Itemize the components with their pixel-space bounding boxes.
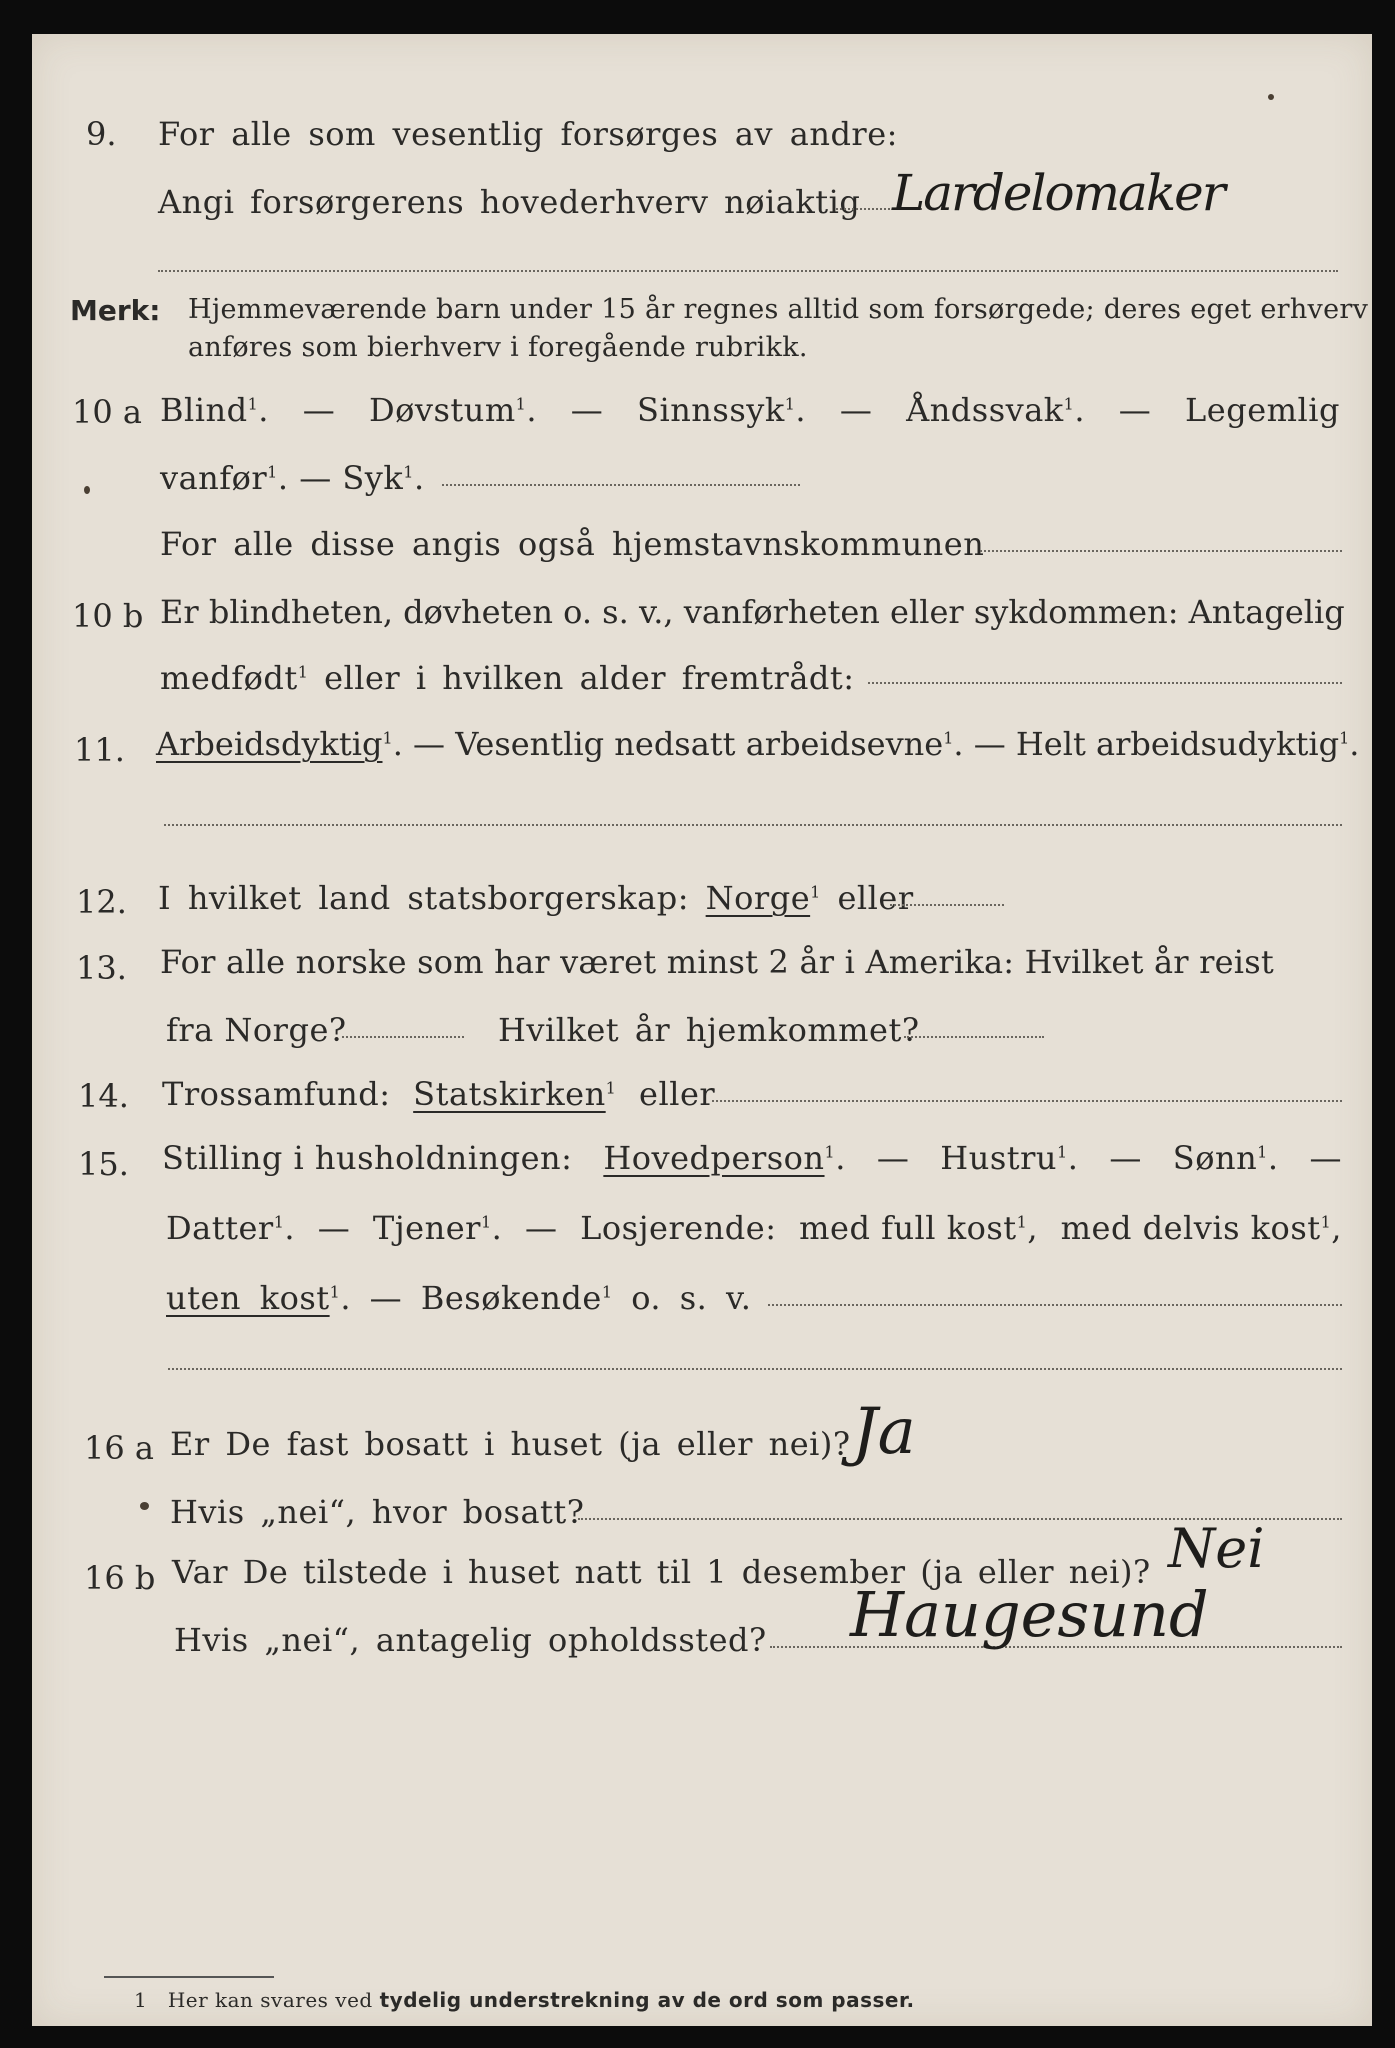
paper-speck: [1268, 94, 1274, 100]
option-nedsatt: Vesentlig nedsatt arbeidsevne: [455, 725, 944, 763]
answer-line: [442, 484, 800, 486]
note-text: anføres som bierhverv i foregående rubrikk.: [188, 332, 808, 363]
option-arbeidsdyktig-selected: Arbeidsdyktig: [156, 725, 383, 763]
answer-line: [768, 1304, 1342, 1306]
note-label: Merk:: [70, 294, 161, 327]
option-syk: Syk: [342, 459, 404, 497]
paper-speck: [140, 1502, 149, 1510]
question-text: vanfør$^1$. — Syk$^1$.: [160, 459, 425, 497]
option-tjener: Tjener$^1$.: [372, 1209, 503, 1247]
answer-line: [980, 550, 1342, 552]
question-text: For alle disse angis også hjemstavnskommunen: [160, 525, 985, 563]
question-text: Stilling i husholdningen: Hovedperson$^1$. — Hustru$^1$. — Sønn$^1$. —: [162, 1139, 1342, 1177]
question-number: 14.: [78, 1077, 129, 1115]
question-text: medfødt$^1$ eller i hvilken alder fremtrådt:: [160, 659, 855, 697]
question-text: For alle som vesentlig forsørges av andre:: [158, 115, 898, 153]
question-number: 12.: [76, 883, 127, 921]
handwritten-answer: Lardelomaker: [892, 164, 1224, 222]
option-statskirken-selected: Statskirken: [413, 1075, 606, 1113]
question-text: Trossamfund: Statskirken$^1$ eller: [162, 1075, 716, 1113]
question-number: 15.: [78, 1145, 129, 1183]
option-dovstum: Døvstum$^1$.: [368, 391, 538, 429]
question-text: uten kost$^1$. — Besøkende$^1$ o. s. v.: [166, 1279, 752, 1317]
answer-line: [168, 1368, 1342, 1370]
answer-line: [904, 1036, 1044, 1038]
question-text: Er De fast bosatt i huset (ja eller nei)?: [170, 1425, 851, 1463]
answer-line: [868, 682, 1342, 684]
paper-speck: [84, 486, 90, 494]
option-vanfor: vanfør: [160, 459, 268, 497]
question-text: I hvilket land statsborgerskap: Norge$^1$ eller: [158, 879, 914, 917]
option-blind: Blind$^1$.: [160, 391, 269, 429]
option-norge-selected: Norge: [705, 879, 811, 917]
question-text: Hvis „nei“, hvor bosatt?: [170, 1493, 585, 1531]
question-text: Angi forsørgerens hovederhverv nøiaktig: [158, 183, 861, 221]
question-text: Hvis „nei“, antagelig opholdssted?: [174, 1621, 767, 1659]
question-text: For alle norske som har været minst 2 år i Amerika: Hvilket år reist: [160, 943, 1274, 981]
question-number: 16 a: [84, 1429, 154, 1467]
option-medfodt: medfødt: [160, 659, 298, 697]
question-text: fra Norge?: [166, 1011, 347, 1049]
option-andssvak: Åndssvak$^1$.: [906, 391, 1086, 429]
question-text: Arbeidsdyktig$^1$. — Vesentlig nedsatt arbeidsevne$^1$. — Helt arbeidsudyktig$^1$.: [156, 725, 1360, 763]
option-legemlig: Legemlig: [1185, 391, 1340, 429]
answer-line: [712, 1100, 1342, 1102]
question-text: Hvilket år hjemkommet?: [498, 1011, 920, 1049]
question-text: Blind$^1$. — Døvstum$^1$. — Sinnssyk$^1$. — Åndssvak$^1$. — Legemlig: [160, 391, 1340, 429]
option-full-kost: med full kost$^1$,: [799, 1209, 1038, 1247]
answer-line: [342, 1036, 464, 1038]
option-hovedperson-selected: Hovedperson: [603, 1139, 825, 1177]
question-number: 13.: [76, 949, 127, 987]
option-datter: Datter$^1$.: [166, 1209, 296, 1247]
question-number: 9.: [86, 115, 117, 153]
answer-line: [158, 270, 1338, 272]
handwritten-answer: Nei: [1168, 1517, 1265, 1580]
question-text: Var De tilstede i huset natt til 1 desember (ja eller nei)?: [172, 1553, 1151, 1591]
handwritten-answer: Ja: [852, 1395, 916, 1469]
question-number: 16 b: [84, 1559, 156, 1597]
option-delvis-kost: med delvis kost$^1$,: [1060, 1209, 1342, 1247]
question-text: Datter$^1$. — Tjener$^1$. — Losjerende: med full kost$^1$, med delvis kost$^1$,: [166, 1209, 1342, 1247]
footnote-rule: [104, 1976, 274, 1978]
note-text: Hjemmeværende barn under 15 år regnes alltid som forsørgede; deres eget erhverv: [188, 294, 1369, 325]
question-number: 10 b: [72, 597, 144, 635]
question-number: 10 a: [72, 393, 142, 431]
answer-line: [164, 824, 1342, 826]
census-form-page: [32, 34, 1372, 2026]
option-sonn: Sønn$^1$.: [1172, 1139, 1279, 1177]
question-number: 11.: [74, 731, 125, 769]
answer-line: [890, 904, 1004, 906]
option-uten-kost-selected: uten kost: [166, 1279, 330, 1317]
question-text: Er blindheten, døvheten o. s. v., vanførheten eller sykdommen: Antagelig: [160, 593, 1345, 631]
option-besokende: Besøkende: [420, 1279, 602, 1317]
option-sinnssyk: Sinnssyk$^1$.: [637, 391, 807, 429]
option-udyktig: Helt arbeidsudyktig: [1015, 725, 1340, 763]
handwritten-answer: Haugesund: [850, 1578, 1209, 1651]
footnote: 1 Her kan svares ved tydelig understrekning av de ord som passer.: [134, 1988, 915, 2012]
option-hustru: Hustru$^1$.: [940, 1139, 1079, 1177]
